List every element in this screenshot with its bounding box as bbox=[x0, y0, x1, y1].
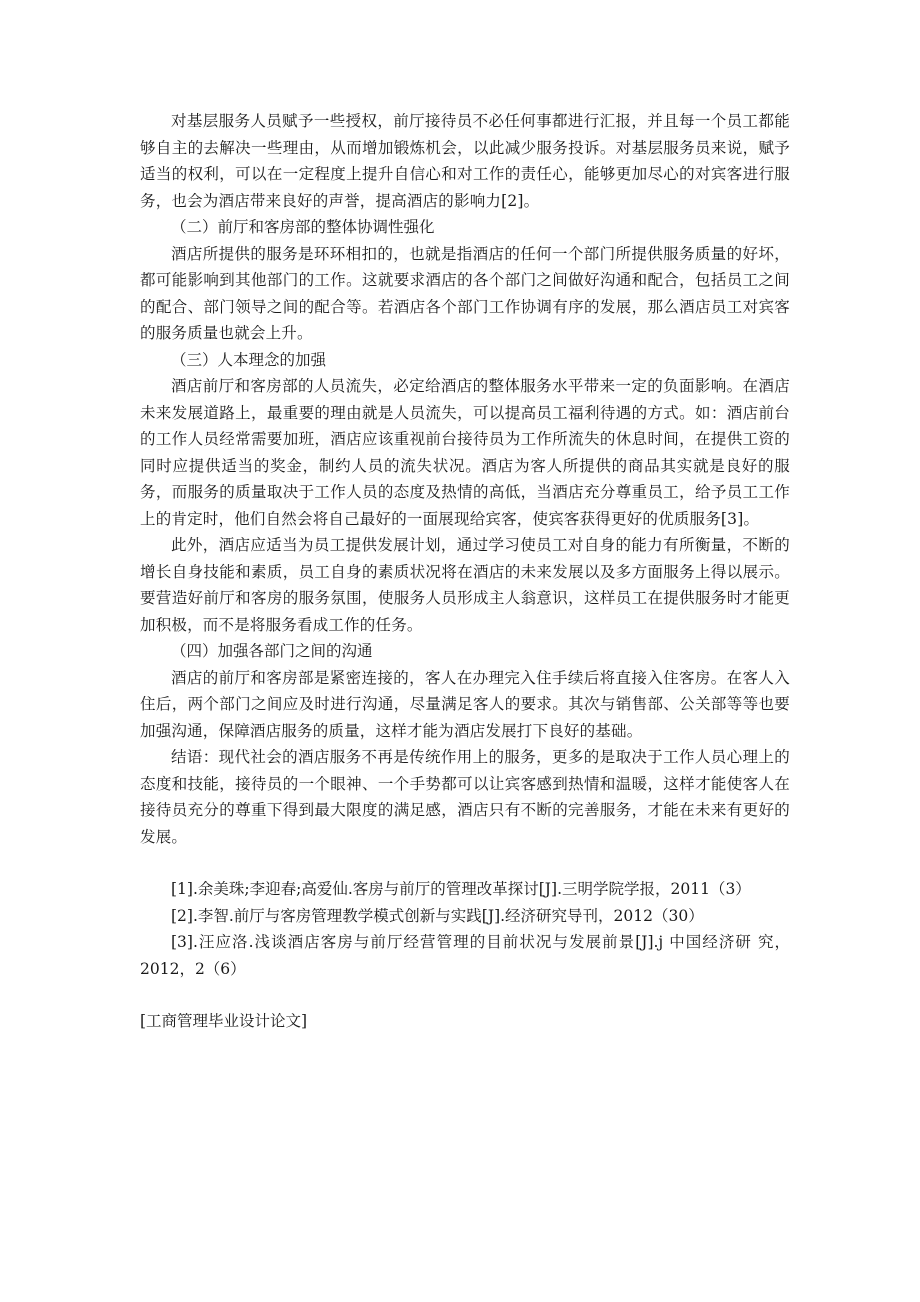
paragraph-people-oriented: 酒店前厅和客房部的人员流失，必定给酒店的整体服务水平带来一定的负面影响。在酒店未来发展道路上，最重要的理由就是人员流失，可以提高员工福利待遇的方式。如：酒店前台的工作人员经常需要加班，酒店应该重视前台接待员为工作所流失的休息时间，在提供工资的同时应提供适当的奖金，制约人员的流失状况。酒店为客人所提供的商品其实就是良好的服务，而服务的质量取决于工作人员的态度及热情的高低，当酒店充分尊重员工，给予员工工作上的肯定时，他们自然会将自己最好的一面展现给宾客，使宾客获得更好的优质服务[3]。 bbox=[140, 377, 790, 528]
paragraph-conclusion: 结语：现代社会的酒店服务不再是传统作用上的服务，更多的是取决于工作人员心理上的态度和技能，接待员的一个眼神、一个手势都可以让宾客感到热情和温暖，这样才能使客人在接待员充分的尊重下得到最大限度的满足感，酒店只有不断的完善服务，才能在未来有更好的发展。 bbox=[140, 748, 790, 846]
paragraph-coordination: 酒店所提供的服务是环环相扣的，也就是指酒店的任何一个部门所提供服务质量的好坏，都可能影响到其他部门的工作。这就要求酒店的各个部门之间做好沟通和配合，包括员工之间的配合、部门领导之间的配合等。若酒店各个部门工作协调有序的发展，那么酒店员工对宾客的服务质量也就会上升。 bbox=[140, 244, 790, 342]
reference-item: [3].汪应洛.浅谈酒店客房与前厅经营管理的目前状况与发展前景[J].j 中国经济研 究，2012，2（6） bbox=[140, 933, 790, 978]
document-page bbox=[140, 108, 790, 1035]
paragraph-development-plan: 此外，酒店应适当为员工提供发展计划，通过学习使员工对自身的能力有所衡量，不断的增长自身技能和素质，员工自身的素质状况将在酒店的未来发展以及多方面服务上得以展示。要营造好前厅和客房的服务氛围，使服务人员形成主人翁意识，这样员工在提供服务时才能更加积极，而不是将服务看成工作的任务。 bbox=[140, 536, 790, 634]
paragraph-empowerment: 对基层服务人员赋予一些授权，前厅接待员不必任何事都进行汇报，并且每一个员工都能够自主的去解决一些理由，从而增加锻炼机会，以此减少服务投诉。对基层服务员来说，赋予适当的权利，可以在一定程度上提升自信心和对工作的责任心，能够更加尽心的对宾客进行服务，也会为酒店带来良好的声誉，提高酒店的影响力[2]。 bbox=[140, 112, 790, 210]
document-category: [工商管理毕业设计论文] bbox=[140, 1012, 308, 1030]
reference-item: [2].李智.前厅与客房管理教学模式创新与实践[J].经济研究导刊，2012（30） bbox=[171, 906, 704, 925]
reference-list bbox=[140, 876, 790, 982]
section-heading-3: （三）人本理念的加强 bbox=[171, 350, 327, 369]
section-heading-4: （四）加强各部门之间的沟通 bbox=[171, 642, 373, 660]
section-heading-2: （二）前厅和客房部的整体协调性强化 bbox=[171, 218, 435, 236]
paragraph-communication: 酒店的前厅和客房部是紧密连接的，客人在办理完入住手续后将直接入住客房。在客人入住后，两个部门之间应及时进行沟通，尽量满足客人的要求。其次与销售部、公关部等等也要加强沟通，保障酒店服务的质量，这样才能为酒店发展打下良好的基础。 bbox=[140, 668, 790, 740]
reference-item: [1].余美珠;李迎春;高爱仙.客房与前厅的管理改革探讨[J].三明学院学报，2011（3） bbox=[171, 880, 751, 898]
